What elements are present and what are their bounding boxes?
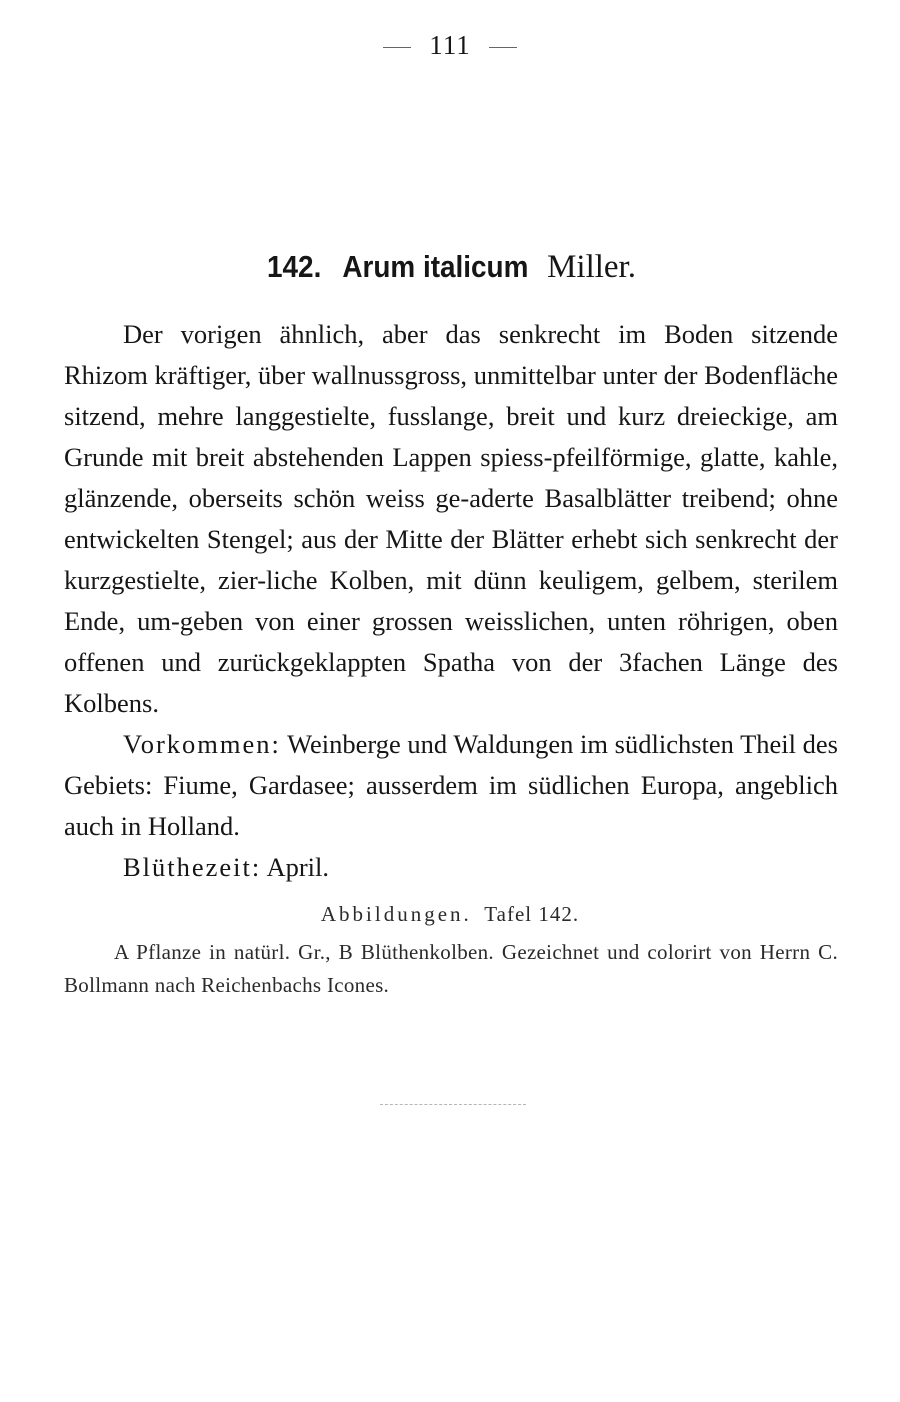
illustrations-text: A Pflanze in natürl. Gr., B Blüthenkolben. Gezeichnet und colorirt von Herrn C. Bollmann nach Reichenbachs Icones.	[64, 940, 838, 997]
plate-reference: Tafel 142.	[484, 902, 580, 926]
flowering-label: Blüthezeit:	[123, 852, 262, 882]
occurrence-paragraph	[64, 724, 838, 847]
occurrence-label: Vorkommen:	[123, 729, 281, 759]
entry-body	[64, 314, 838, 888]
page-number	[0, 30, 900, 61]
description-paragraph: Der vorigen ähnlich, aber das senkrecht im Boden sitzende Rhizom kräftiger, über wallnussgross, unmittelbar unter der Bodenfläche sitzend, mehre langgestielte, fusslange, breit und kurz dreieckige, am Grunde mit breit abstehenden Lappen spiess-pfeilförmige, glatte, kahle, glänzende, oberseits schön weiss ge-aderte Basalblätter treibend; ohne entwickelten Stengel; aus der Mitte der Blätter erhebt sich senkrecht der kurzgestielte, zier-liche Kolben, mit dünn keuligem, gelbem, sterilem Ende, um-geben von einer grossen weisslichen, unten röhrigen, oben offenen und zurückgeklappten Spatha von der 3fachen Länge des Kolbens.	[64, 319, 838, 718]
flowering-text: April.	[266, 852, 330, 882]
page-number-text: 111	[429, 30, 471, 60]
entry-number: 142.	[267, 249, 322, 284]
illustrations-label: Abbildungen.	[320, 902, 472, 926]
page-number-dash-left	[383, 47, 411, 48]
author-name: Miller.	[547, 249, 636, 285]
illustrations-caption	[64, 936, 838, 1002]
illustrations-heading	[0, 902, 900, 927]
end-rule	[380, 1104, 526, 1105]
flowering-paragraph	[64, 847, 838, 888]
page-number-dash-right	[489, 47, 517, 48]
entry-title	[0, 244, 900, 289]
species-name: Arum italicum	[342, 249, 529, 284]
occurrence-text: Weinberge und Waldungen im südlichsten Theil des Gebiets: Fiume, Gardasee; ausserdem im südlichen Europa, angeblich auch in Holland.	[64, 729, 838, 841]
